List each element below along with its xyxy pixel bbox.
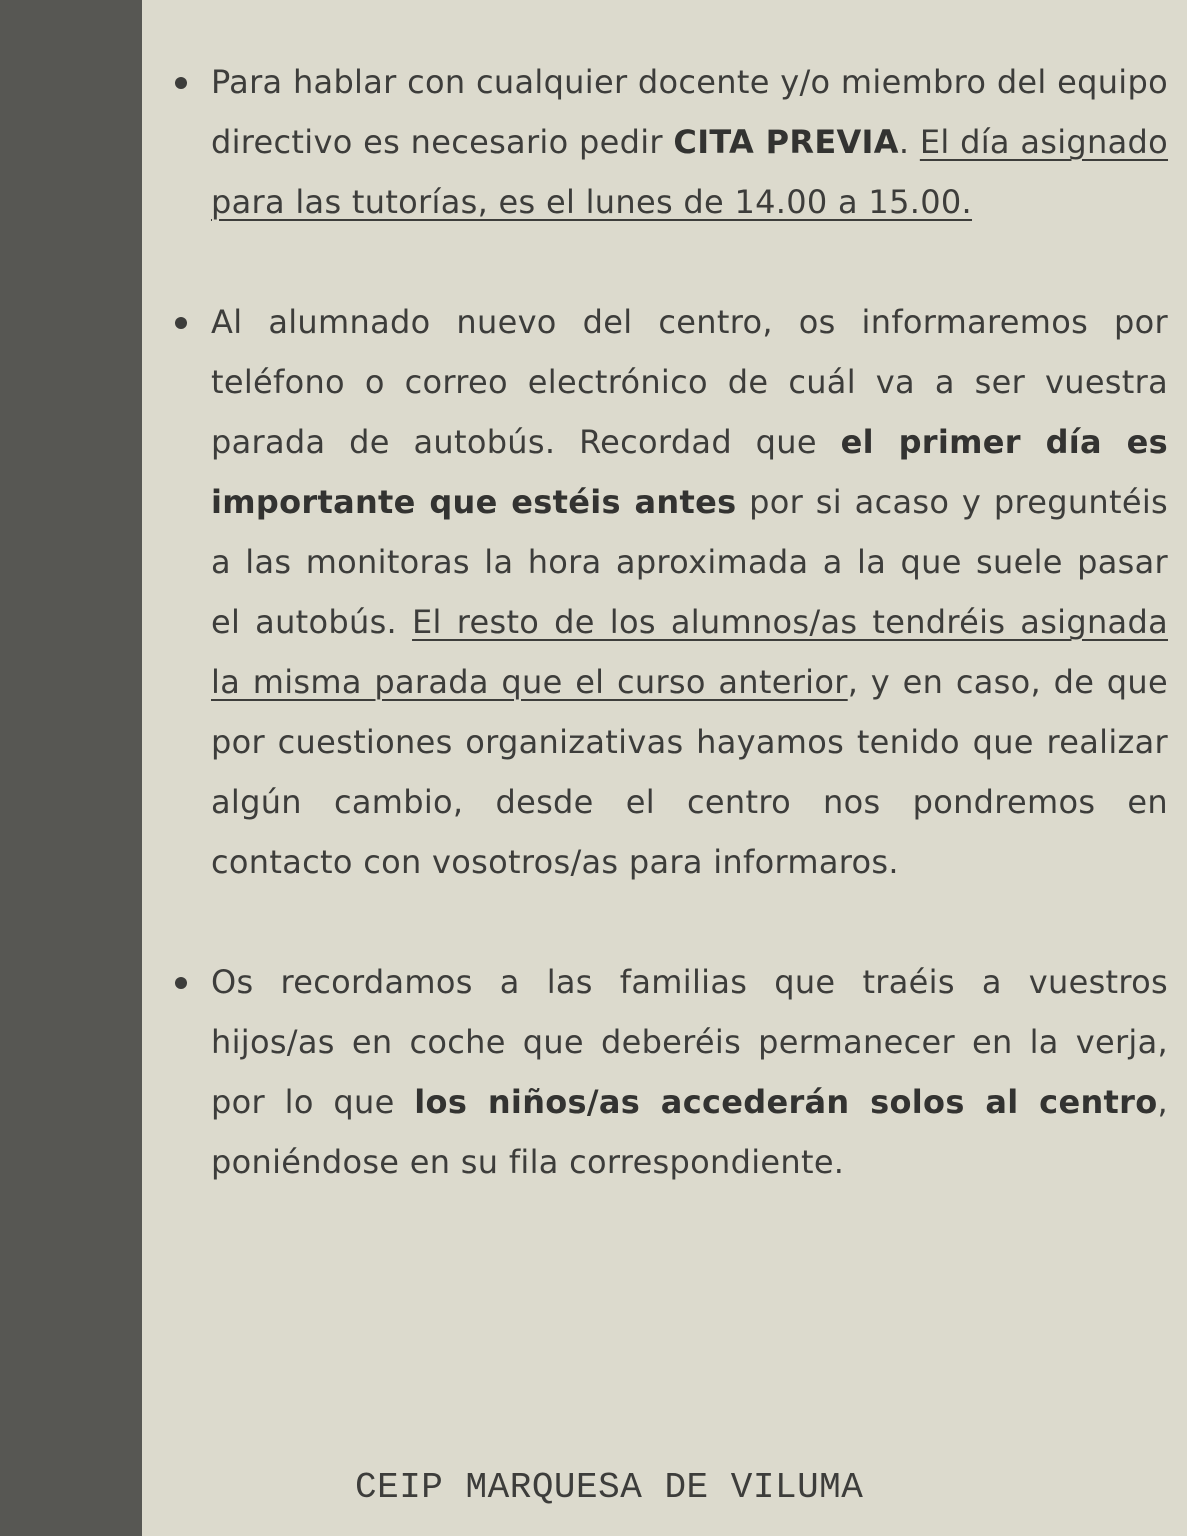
bullet-item-appointment (172, 52, 1168, 232)
bullet-text: Os recordamos a las familias que traéis a vuestros hijos/as en coche que deberéis permanecer en la verja, por lo que (211, 963, 1168, 1121)
bold-text: CITA PREVIA (673, 123, 899, 161)
underlined-text: El día asignado para las tutorías, es el lunes de 14.00 a 15.00. (211, 123, 1169, 221)
bullet-item-car-families (172, 952, 1168, 1192)
school-name-footer: CEIP MARQUESA DE VILUMA (355, 1467, 864, 1508)
notice-body (172, 52, 1168, 1192)
bold-text: los niños/as accederán solos al centro (414, 1083, 1158, 1121)
bullet-text: por si acaso y preguntéis a las monitoras la hora aproximada a la que suele pasar el autobús. (211, 483, 1168, 641)
bullet-dot-icon (175, 77, 187, 89)
bullet-text: . (898, 123, 920, 161)
bullet-text: , y en caso, de que por cuestiones organizativas hayamos tenido que realizar algún cambio, desde el centro nos pondremos en contacto con vosotros/as para informaros. (211, 663, 1168, 881)
underlined-text: El resto de los alumnos/as tendréis asignada la misma parada que el curso anterior (211, 603, 1168, 701)
bullet-text: Para hablar con cualquier docente y/o miembro del equipo directivo es necesario pedir (211, 63, 1168, 161)
left-sidebar-band (0, 0, 142, 1536)
bullet-item-bus-stop (172, 292, 1168, 892)
bullet-text: Al alumnado nuevo del centro, os informaremos por teléfono o correo electrónico de cuál va a ser vuestra parada de autobús. Recordad que (211, 303, 1168, 461)
bullet-dot-icon (175, 977, 187, 989)
bold-text: el primer día es importante que estéis antes (211, 423, 1168, 521)
bullet-text: , poniéndose en su fila correspondiente. (211, 1083, 1168, 1181)
bullet-dot-icon (175, 317, 187, 329)
